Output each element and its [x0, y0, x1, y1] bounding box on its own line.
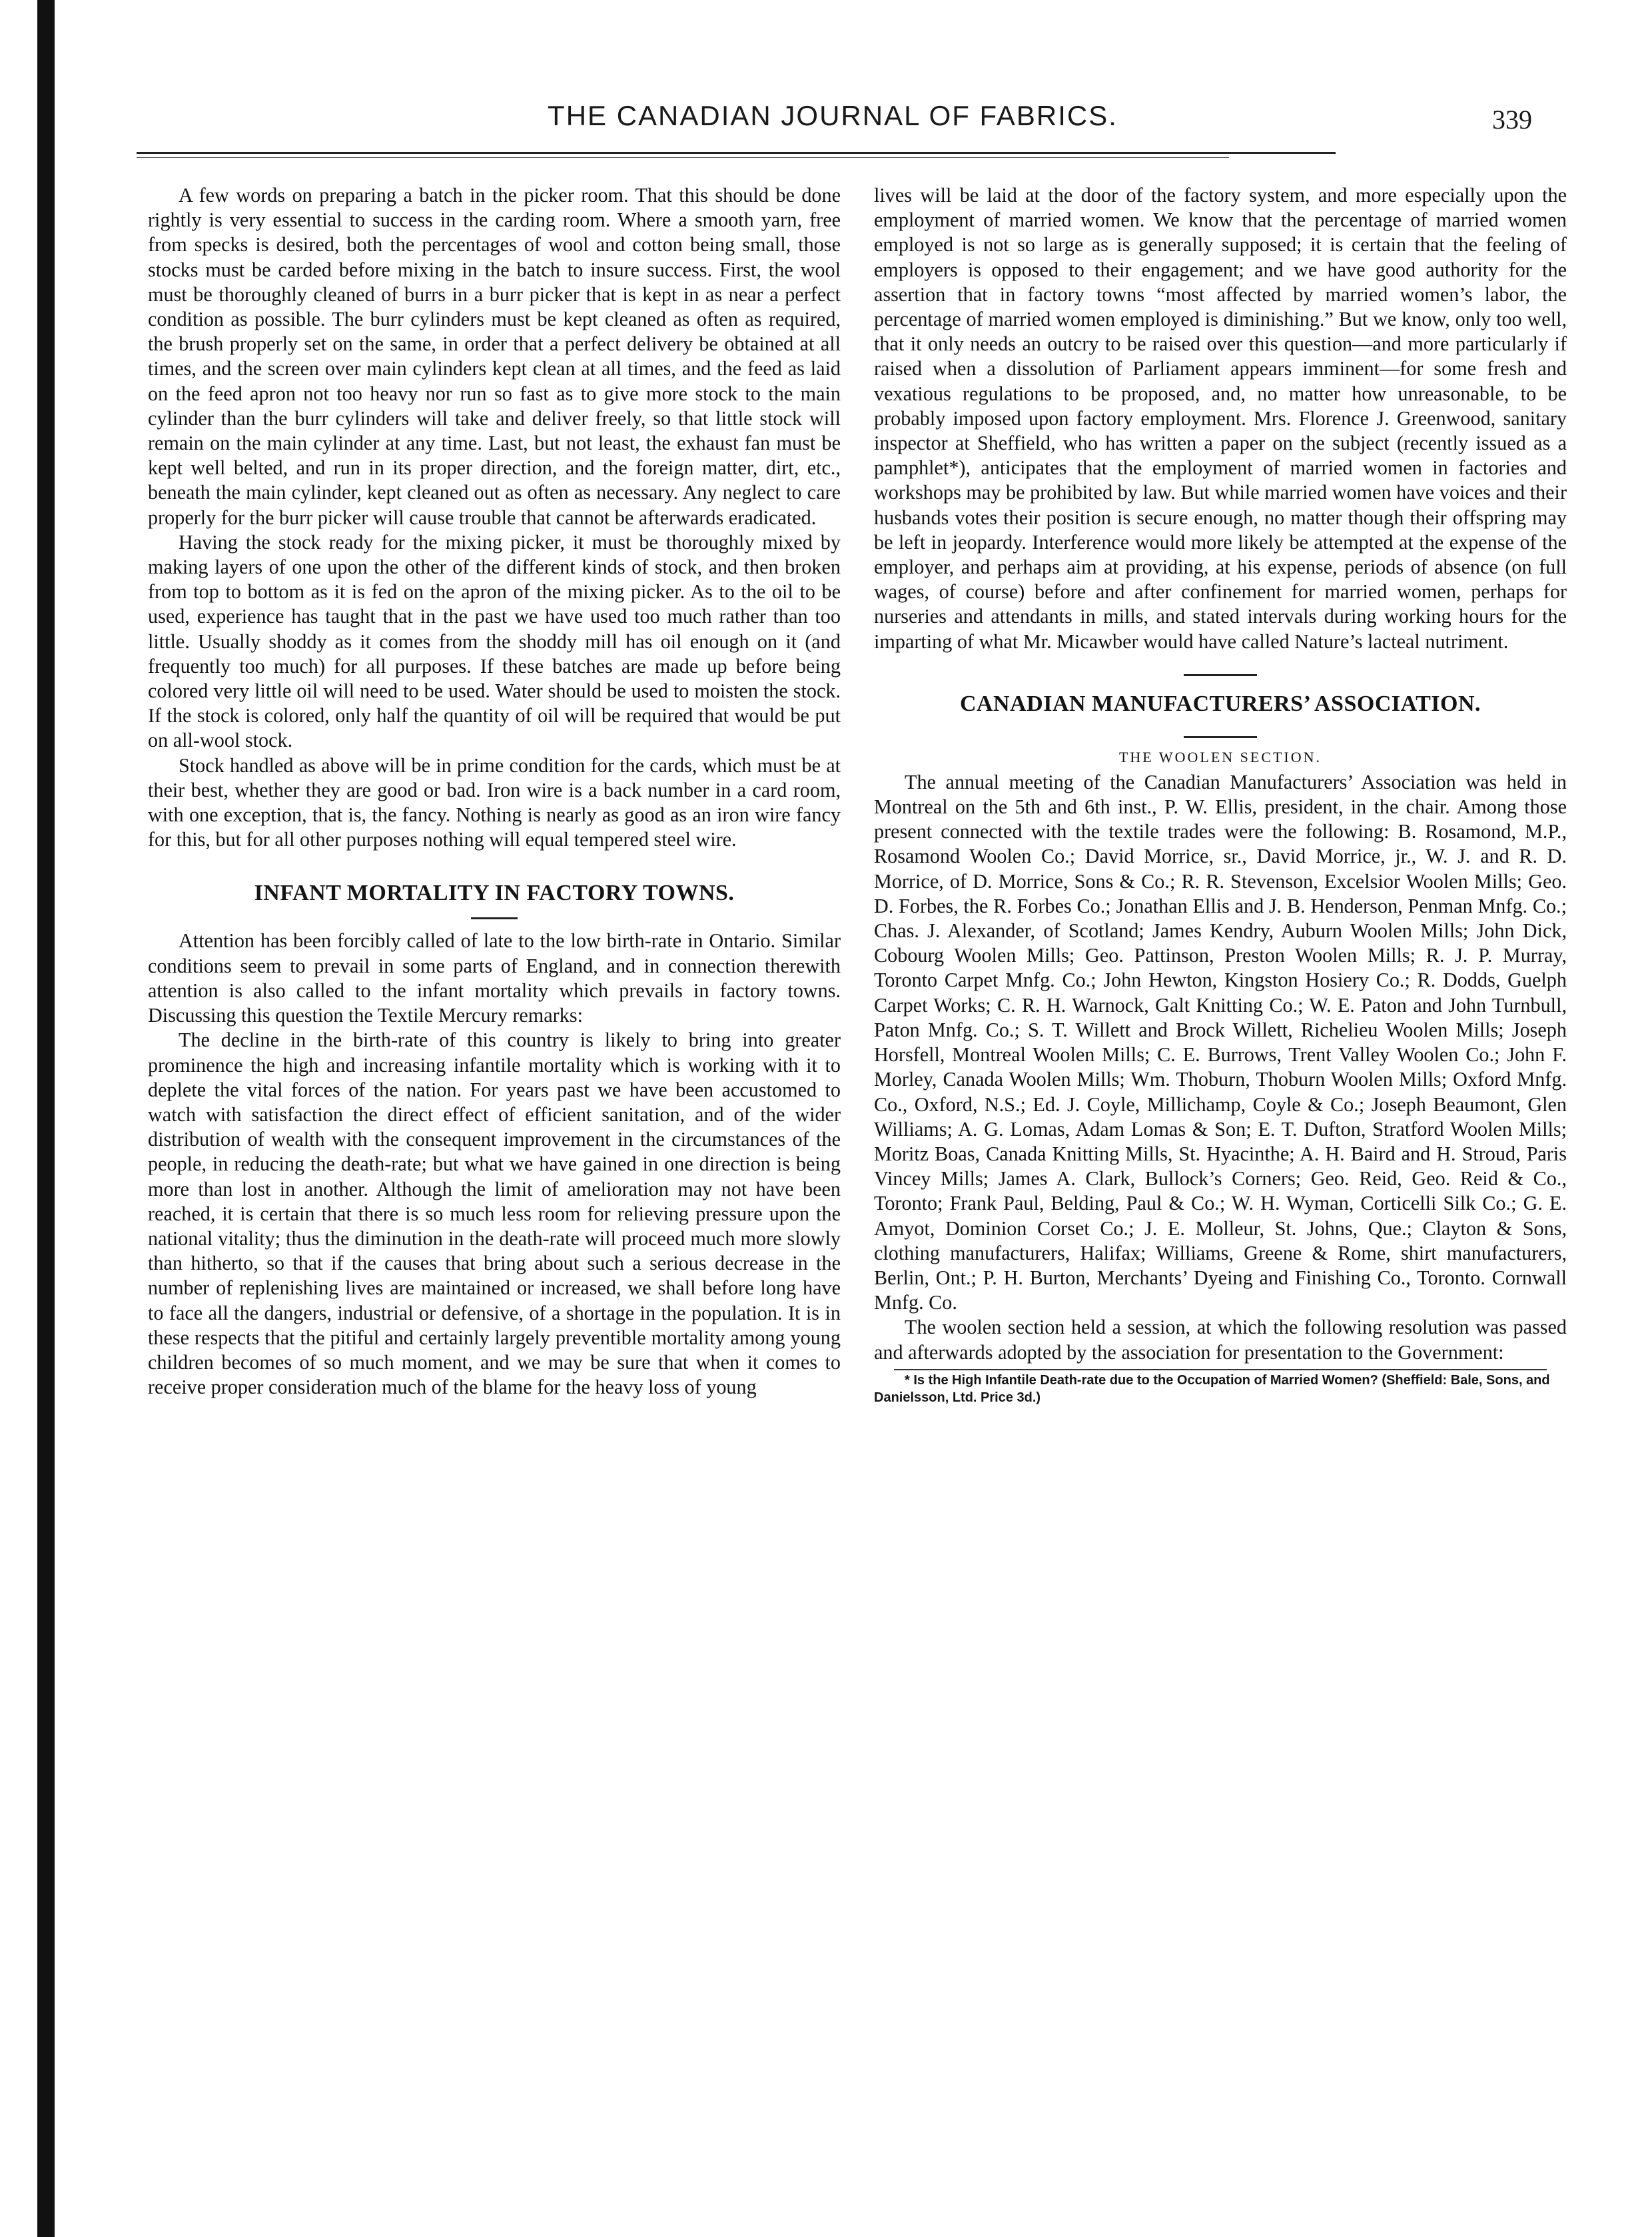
infant-mortality-heading: INFANT MORTALITY IN FACTORY TOWNS. — [254, 881, 735, 906]
cma-heading: CANADIAN MANUFACTURERS’ ASSOCIATION. — [959, 691, 1481, 716]
page-number: 339 — [1492, 105, 1532, 135]
footnote-rule — [894, 1369, 1547, 1370]
annual-meeting-paragraph: The annual meeting of the Canadian Manufacturers’ Association was held in Montreal on the 5th and 6th inst., P. W. Ellis, president, in the chair. Among those present connected with the textile trades were the following: B. Rosamond, M.P., Rosamond Woolen Co.; David Morrice, sr., David Morrice, jr., W. J. and R. D. Morrice, of D. Morrice, Sons & Co.; R. R. Stevenson, Excelsior Woolen Mills; Geo. D. Forbes, the R. Forbes Co.; Jonathan Ellis and J. B. Henderson, Penman Mnfg. Co.; Chas. J. Alexander, of Scotland; James Kendry, Auburn Woolen Mills; John Dick, Cobourg Woolen Mills; Geo. Pattinson, Preston Woolen Mills; R. J. P. Murray, Toronto Carpet Mnfg. Co.; John Hewton, Kingston Hosiery Co.; R. Dodds, Guelph Carpet Works; C. R. H. Warnock, Galt Knitting Co.; W. E. Paton and John Turnbull, Paton Mnfg. Co.; S. T. Willett and Brock Willett, Richelieu Woolen Mills; Joseph Horsfell, Montreal Woolen Mills; C. E. Burrows, Trent Valley Woolen Co.; John F. Morley, Canada Woolen Mills; Wm. Thoburn, Thoburn Woolen Mills; Oxford Mnfg. Co., Oxford, N.S.; Ed. J. Coyle, Millichamp, Coyle & Co.; Joseph Beaumont, Glen Williams; A. G. Lomas, Adam Lomas & Son; E. T. Dufton, Stratford Woolen Mills; Moritz Boas, Canada Knitting Mills, St. Hyacinthe; A. H. Baird and H. Stroud, Paris Vincey Mills; James A. Clark, Bullock’s Corners; Geo. Reid, Geo. Reid & Co., Toronto; Frank Paul, Belding, Paul & Co.; W. H. Wyman, Corticelli Silk Co.; G. E. Amyot, Dominion Corset Co.; J. E. Molleur, St. Johns, Que.; Clayton & Sons, clothing manufacturers, Halifax; Williams, Greene & Rome, shirt manufacturers, Berlin, Ont.; P. H. Burton, Merchants’ Dyeing and Finishing Co., Toronto. Cornwall Mnfg. Co. — [874, 770, 1567, 1314]
header-rule — [137, 152, 1336, 154]
header-rule-thin — [137, 157, 1229, 158]
footnote: * Is the High Infantile Death-rate due to the Occupation of Married Women? (Sheffield: Bale, Sons, and Danielsson, Ltd. Price 3d.) — [874, 1372, 1550, 1405]
married-women-paragraph: lives will be laid at the door of the factory system, and more especially upon the employment of married women. We know that the percentage of married women employed is not so large as is generally supposed; it is certain that the feeling of employers is opposed to their engagement; and we have good authority for the assertion that in factory towns “most affected by married women’s labor, the percentage of married women employed is diminishing.” But we know, only too well, that it only needs an outcry to be raised over this question—and more particularly if raised when a dissolution of Parliament appears imminent—for some fresh and vexatious regulations to be proposed, and, no matter how unreasonable, to be probably imposed upon factory employment. Mrs. Florence J. Greenwood, sanitary inspector at Sheffield, who has written a paper on the subject (recently issued as a pamphlet*), anticipates that the employment of married women in factories and workshops may be prohibited by law. But while married women have voices and their husbands votes their position is secure enough, no matter though their offspring may be left in jeopardy. Interference would more likely be attempted at the expense of the employer, and perhaps aim at providing, at his expense, periods of absence (on full wages, of course) before and after confinement for married women, perhaps for nurseries and attendants in mills, and stated intervals during working hours for the imparting of what Mr. Micawber would have called Nature’s lacteal nutriment. — [874, 184, 1567, 653]
woolen-section-subhead: THE WOOLEN SECTION. — [1118, 748, 1322, 765]
infant-intro-paragraph: Attention has been forcibly called of late to the low birth-rate in Ontario. Similar conditions seem to prevail in some parts of England, and in connection therewith attention is also called to the infant mortality which prevails in factory towns. Discussing this question the Textile Mercury remarks: — [148, 929, 841, 1027]
page-header — [120, 100, 1545, 153]
resolution-paragraph: The woolen section held a session, at which the following resolution was passed and afterwards adopted by the association for presentation to the Government: — [874, 1316, 1567, 1364]
card-wire-paragraph: Stock handled as above will be in prime condition for the cards, which must be at their best, whether they are good or bad. Iron wire is a back number in a card room, with one exception, that is, the fancy. Nothing is nearly as good as an iron wire fancy for this, but for all other purposes nothing will equal tempered steel wire. — [148, 753, 841, 851]
journal-title: THE CANADIAN JOURNAL OF FABRICS. — [548, 100, 1118, 131]
right-column — [874, 183, 1567, 1406]
mixing-picker-paragraph: Having the stock ready for the mixing picker, it must be thoroughly mixed by making layers of one upon the other of the different kinds of stock, and then broken from top to bottom as it is fed on the apron of the mixing picker. As to the oil to be used, experience has taught that in the past we have used too much rather than too little. Usually shoddy as it comes from the shoddy mill has oil enough on it (and frequently too much) for all purposes. If these batches are made up before being colored very little oil will need to be used. Water should be used to moisten the stock. If the stock is colored, only half the quantity of oil will be required that would be put on all-wool stock. — [148, 530, 841, 752]
infant-body-paragraph: The decline in the birth-rate of this country is likely to bring into greater prominence the high and increasing infantile mortality which is working with it to deplete the vital forces of the nation. For years past we have been accustomed to watch with satisfaction the direct effect of efficient sanitation, and of the wider distribution of wealth with the consequent improvement in the circumstances of the people, in reducing the death-rate; but what we have gained in one direction is being more than lost in another. Although the limit of amelioration may not have been reached, it is certain that there is so much less room for relieving pressure upon the national vitality; thus the diminution in the death-rate will proceed much more slowly than hitherto, so that if the causes that bring about such a serious decrease in the number of replenishing lives are maintained or increased, we shall before long have to face all the dangers, industrial or defensive, of a shortage in the population. It is in these respects that the pitiful and certainly largely preventible mortality among young children becomes of so much moment, and we may be sure that when it comes to receive proper consideration much of the blame for the heavy loss of young — [148, 1029, 841, 1399]
left-column — [148, 183, 841, 1400]
scan-edge — [37, 0, 55, 2237]
picker-room-paragraph: A few words on preparing a batch in the picker room. That this should be done rightly is very essential to success in the carding room. Where a smooth yarn, free from specks is desired, both the percentages of wool and cotton being small, those stocks must be carded before mixing in the batch to insure success. First, the wool must be thoroughly cleaned of burrs in a burr picker that is kept in as near a perfect condition as possible. The burr cylinders must be kept cleaned as often as required, the brush properly set on the same, in order that a perfect delivery be obtained at all times, and the screen over main cylinders kept clean at all times, and the feed as laid on the feed apron not too heavy nor run so fast as to give more stock to the main cylinder than the burr cylinders will take and deliver freely, so that little stock will remain on the main cylinder at any time. Last, but not least, the exhaust fan must be kept well belted, and run in its proper direction, and the foreign matter, dirt, etc., beneath the main cylinder, kept cleaned out as often as necessary. Any neglect to care properly for the burr picker will cause trouble that cannot be afterwards eradicated. — [148, 184, 841, 529]
